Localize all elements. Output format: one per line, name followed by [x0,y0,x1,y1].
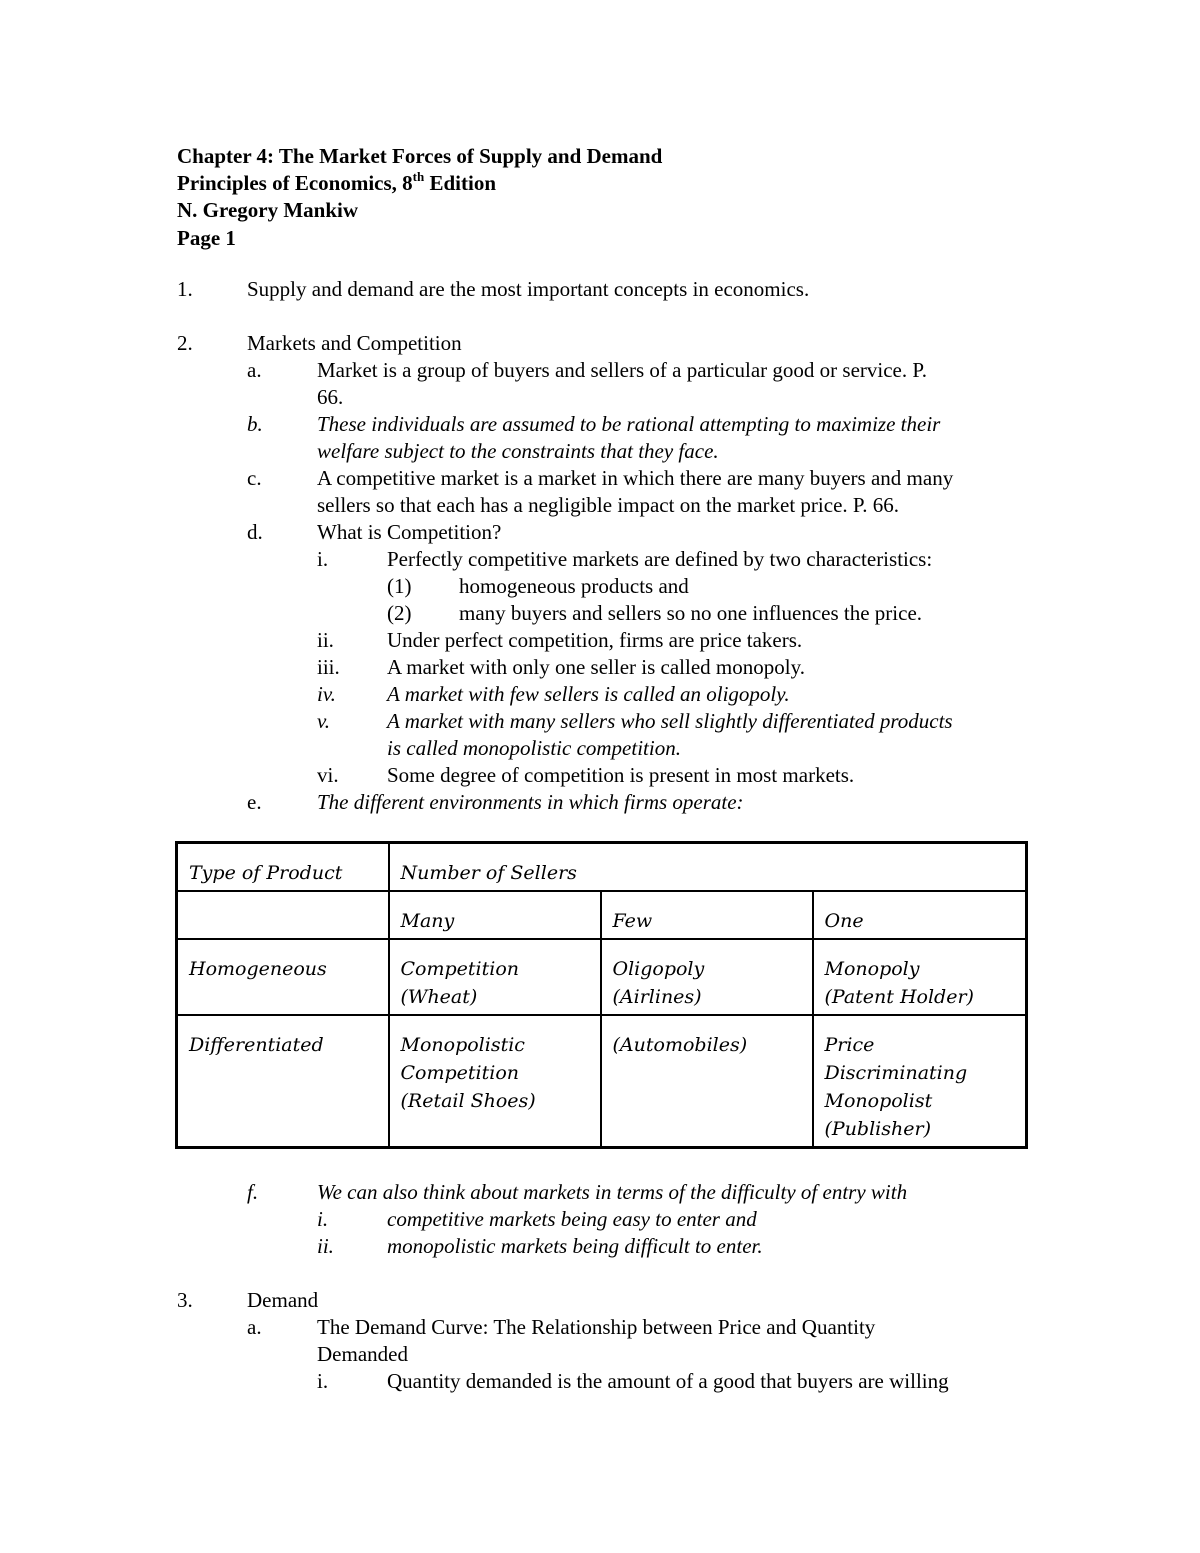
wheat-text: (Wheat) [400,986,478,1008]
table-cell-one [813,891,1027,939]
section-1-text: Supply and demand are the most important concepts in economics. [247,277,810,301]
section-2-number: 2. [177,331,193,355]
table-row [177,843,1027,892]
item-d-v-line2: is called monopolistic competition. [387,736,681,760]
item-d-v-line1: A market with many sellers who sell slightly differentiated products [387,709,953,733]
automobiles-text: (Automobiles) [612,1034,748,1056]
item-d-v-label: v. [317,709,331,733]
item-a-line1: Market is a group of buyers and sellers of a particular good or service. P. [317,358,927,382]
item-c-label: c. [247,466,262,490]
s3-item-a-label: a. [247,1315,262,1339]
item-d-c2-label: (2) [387,601,412,625]
book-title-text: Principles of Economics, 8 [177,171,413,195]
item-f-i-label: i. [317,1207,329,1231]
author: N. Gregory Mankiw [177,198,359,222]
section-3-number: 3. [177,1288,193,1312]
table-cell-dif-few [601,1015,813,1148]
item-d-c1-label: (1) [387,574,412,598]
item-e-text: The different environments in which firms operate: [317,790,744,814]
type-of-product-header: Type of Product [189,862,343,884]
item-d-i-text: Perfectly competitive markets are defined by two characteristics: [387,547,933,571]
item-e-label: e. [247,790,262,814]
item-d-text: What is Competition? [317,520,502,544]
table-row [177,1015,1027,1148]
item-f-text: We can also think about markets in terms of the difficulty of entry with [317,1180,908,1204]
item-d-vi-label: vi. [317,763,339,787]
item-d-ii-text: Under perfect competition, firms are price takers. [387,628,803,652]
section-1-number: 1. [177,277,193,301]
table-cell-homogeneous [177,939,389,1015]
item-d-label: d. [247,520,263,544]
item-d-ii-label: ii. [317,628,334,652]
book-title [177,170,496,197]
table-cell-hom-few [601,939,813,1015]
table-cell-hom-one [813,939,1027,1015]
item-d-iv-label: iv. [317,682,336,706]
table-cell-sellers-header [389,843,1027,892]
table-cell-differentiated [177,1015,389,1148]
few-header: Few [612,910,653,932]
page-label: Page 1 [177,226,236,250]
item-d-iii-text: A market with only one seller is called monopoly. [387,655,805,679]
item-d-i-label: i. [317,547,329,571]
item-a-label: a. [247,358,262,382]
table-cell-type-header [177,843,389,892]
number-of-sellers-header: Number of Sellers [400,862,577,884]
table-row [177,891,1027,939]
s3-item-i-text: Quantity demanded is the amount of a good that buyers are willing [387,1369,949,1393]
homogeneous-label: Homogeneous [189,958,327,980]
table-cell-many [389,891,601,939]
book-title-sup: th [412,169,425,184]
market-environments-table [175,841,1028,1149]
item-c-line2: sellers so that each has a negligible impact on the market price. P. 66. [317,493,899,517]
price-text: Price [824,1034,875,1056]
item-b-line2: welfare subject to the constraints that they face. [317,439,719,463]
table-row [177,939,1027,1015]
item-d-iv-text: A market with few sellers is called an oligopoly. [387,682,790,706]
airlines-text: (Airlines) [612,986,702,1008]
publisher-text: (Publisher) [824,1118,931,1140]
s3-item-i-label: i. [317,1369,329,1393]
patent-holder-text: (Patent Holder) [824,986,974,1008]
many-header: Many [400,910,455,932]
table-cell-empty [177,891,389,939]
discriminating-text: Discriminating [824,1062,968,1084]
competition-text: Competition [400,958,519,980]
item-d-c1-text: homogeneous products and [459,574,689,598]
table-cell-hom-many [389,939,601,1015]
table-cell-dif-one [813,1015,1027,1148]
table-cell-few [601,891,813,939]
differentiated-label: Differentiated [189,1034,324,1056]
section-2-title: Markets and Competition [247,331,462,355]
item-f-label: f. [247,1180,259,1204]
retail-shoes-text: (Retail Shoes) [400,1090,536,1112]
item-f-ii-text: monopolistic markets being difficult to enter. [387,1234,763,1258]
item-b-label: b. [247,412,263,436]
item-f-ii-label: ii. [317,1234,334,1258]
section-3-title: Demand [247,1288,319,1312]
competition-text-2: Competition [400,1062,519,1084]
item-c-line1: A competitive market is a market in which there are many buyers and many [317,466,954,490]
table-cell-dif-many [389,1015,601,1148]
monopolist-text: Monopolist [824,1090,933,1112]
item-d-c2-text: many buyers and sellers so no one influences the price. [459,601,923,625]
book-title-suffix: Edition [424,171,496,195]
monopolistic-text: Monopolistic [400,1034,525,1056]
monopoly-text: Monopoly [824,958,920,980]
item-d-iii-label: iii. [317,655,340,679]
s3-item-a-line1: The Demand Curve: The Relationship between Price and Quantity [317,1315,876,1339]
item-d-vi-text: Some degree of competition is present in most markets. [387,763,855,787]
item-a-line2: 66. [317,385,344,409]
oligopoly-text: Oligopoly [612,958,705,980]
chapter-title: Chapter 4: The Market Forces of Supply and Demand [177,144,663,168]
item-f-i-text: competitive markets being easy to enter and [387,1207,757,1231]
one-header: One [824,910,864,932]
s3-item-a-line2: Demanded [317,1342,408,1366]
item-b-line1: These individuals are assumed to be rational attempting to maximize their [317,412,941,436]
